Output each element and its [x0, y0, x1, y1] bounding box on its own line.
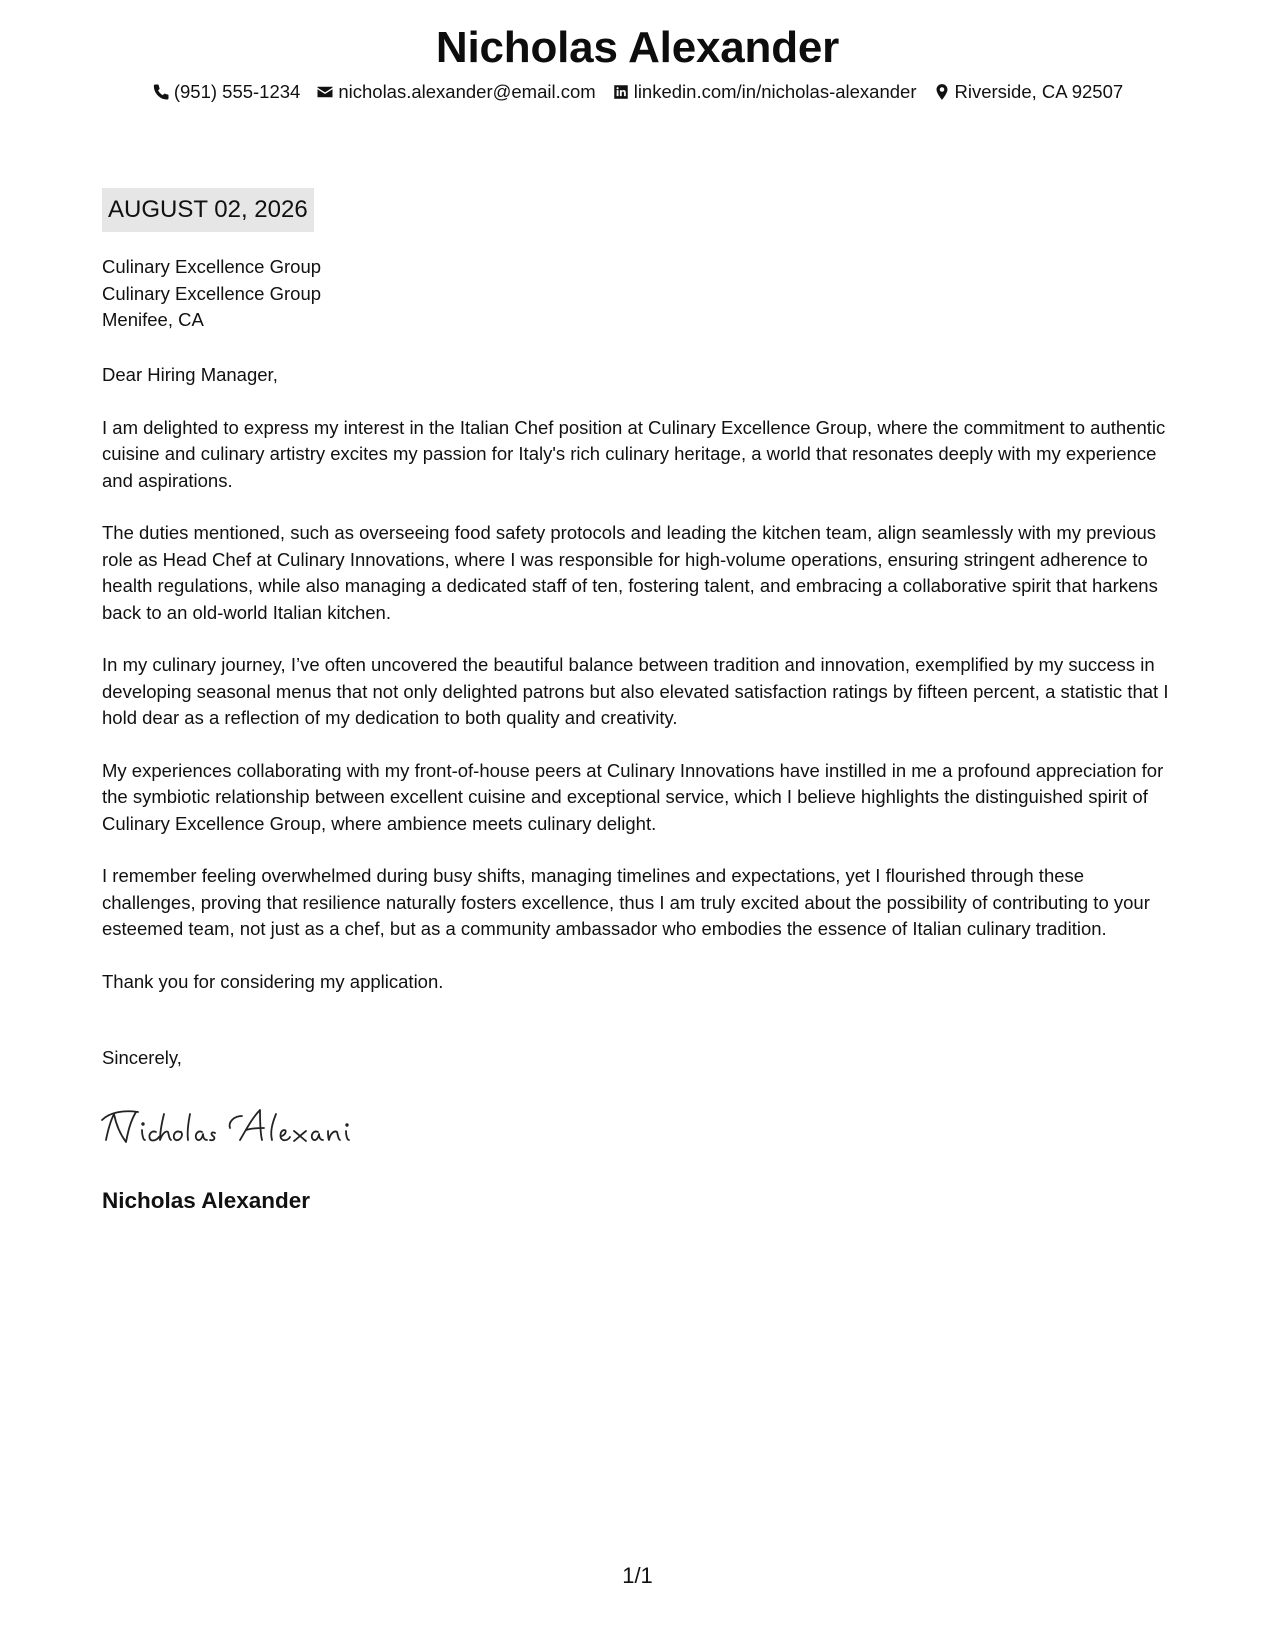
page-number: 1/1 [622, 1563, 653, 1588]
envelope-icon [316, 83, 334, 101]
recipient-line: Menifee, CA [102, 309, 204, 330]
location-text: Riverside, CA 92507 [954, 81, 1124, 102]
letter-date: AUGUST 02, 2026 [102, 188, 314, 232]
contact-location [933, 79, 1124, 105]
salutation: Dear Hiring Manager, [102, 364, 278, 385]
contact-phone [152, 79, 301, 105]
signer-name: Nicholas Alexander [102, 1188, 310, 1213]
recipient-block [102, 254, 321, 334]
body-paragraph: The duties mentioned, such as overseeing food safety protocols and leading the kitchen team, align seamlessly with my previous role as Head Chef at Culinary Innovations, where I was responsible for high-volume operations, ensuring stringent adherence to health regulations, while also managing a dedicated staff of ten, fostering talent, and embracing a collaborative spirit that harkens back to an old-world Italian kitchen. [102, 522, 1158, 623]
body-paragraph: My experiences collaborating with my front-of-house peers at Culinary Innovations have instilled in me a profound appreciation for the symbiotic relationship between excellent cuisine and exceptional service, which I believe highlights the distinguished spirit of Culinary Excellence Group, where ambience meets culinary delight. [102, 759, 1164, 834]
handwritten-signature [100, 1100, 370, 1156]
contact-linkedin [612, 79, 917, 105]
map-marker-icon [933, 83, 951, 101]
letter-body [102, 362, 1177, 1021]
contact-email [316, 79, 595, 105]
thank-you-line: Thank you for considering my application. [102, 970, 444, 992]
body-paragraph: I am delighted to express my interest in the Italian Chef position at Culinary Excellence Group, where the commitment to authentic cuisine and culinary artistry excites my passion for Italy's rich culinary heritage, a world that resonates deeply with my experience and aspirations. [102, 416, 1166, 491]
body-paragraph: I remember feeling overwhelmed during busy shifts, managing timelines and expectations, yet I flourished through these challenges, proving that resilience naturally fosters excellence, thus I am truly excited about the possibility of contributing to your esteemed team, not just as a chef, but as a community ambassador who embodies the essence of Italian culinary tradition. [102, 865, 1150, 939]
linkedin-icon [612, 83, 630, 101]
body-paragraph: In my culinary journey, I’ve often uncovered the beautiful balance between tradition and innovation, exemplified by my success in developing seasonal menus that not only delighted patrons but also elevated satisfaction ratings by fifteen percent, a statistic that I hold dear as a reflection of my dedication to both quality and creativity. [102, 654, 1169, 728]
recipient-line: Culinary Excellence Group [102, 256, 322, 277]
phone-icon [152, 83, 170, 101]
closing: Sincerely, [102, 1047, 182, 1068]
phone-text: (951) 555-1234 [173, 81, 301, 102]
recipient-line: Culinary Excellence Group [102, 282, 322, 304]
contact-bar [0, 79, 1275, 105]
email-text: nicholas.alexander@email.com [338, 81, 596, 102]
applicant-name: Nicholas Alexander [435, 23, 840, 72]
linkedin-text: linkedin.com/in/nicholas-alexander [633, 81, 917, 102]
